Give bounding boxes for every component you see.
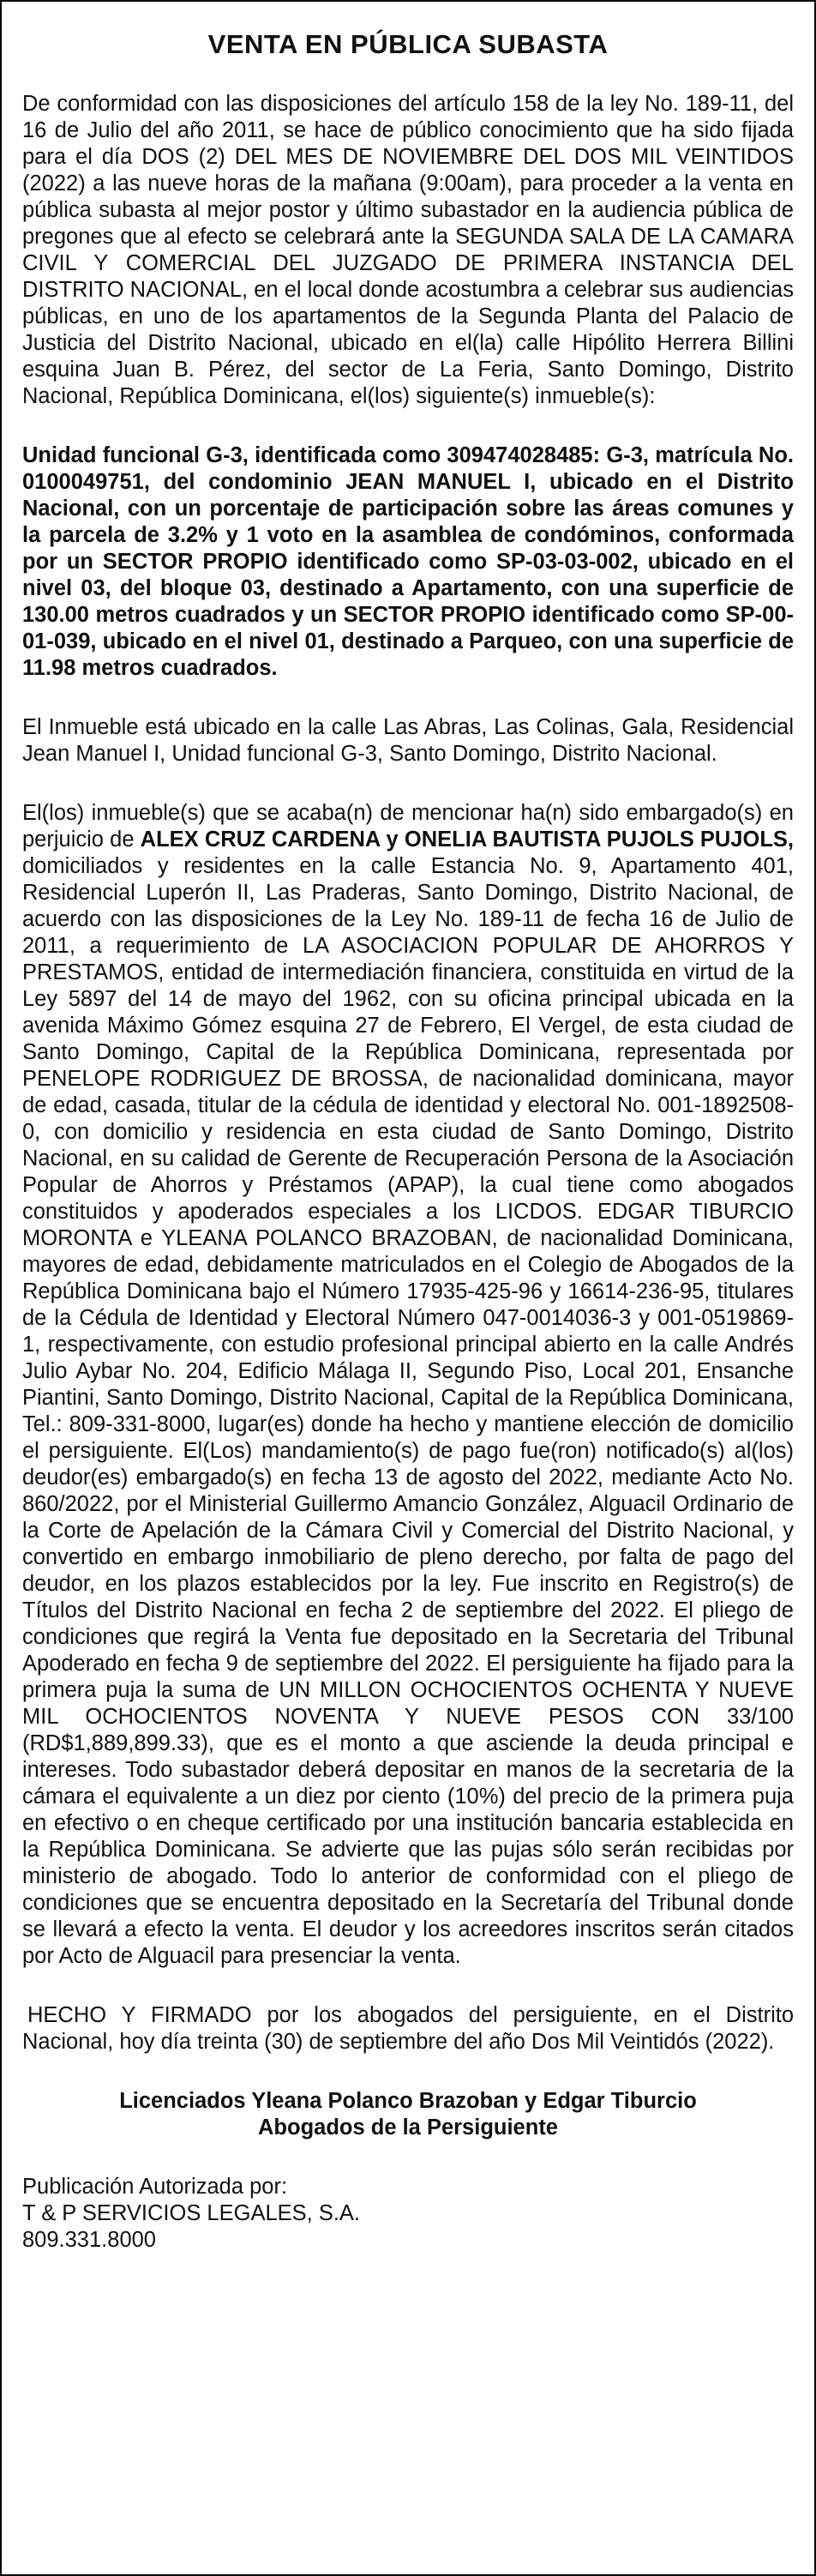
signature-block: [22, 2088, 794, 2141]
publication-block: [22, 2174, 794, 2254]
seizure-text-body: domiciliados y residentes en la calle Estancia No. 9, Apartamento 401, Residencial Luperón II, Las Praderas, Santo Domingo, Distrito Nacional, de acuerdo con las disposiciones de la Ley No. 189-11 de fecha 16 de Julio de 2011, a requerimiento de LA ASOCIACION POPULAR DE AHORROS Y PRESTAMOS, entidad de intermediación financiera, constituida en virtud de la Ley 5897 del 14 de mayo del 1962, con su oficina principal ubicada en la avenida Máximo Gómez esquina 27 de Febrero, El Vergel, de esta ciudad de Santo Domingo, Capital de la República Dominicana, representada por PENELOPE RODRIGUEZ DE BROSSA, de nacionalidad dominicana, mayor de edad, casada, titular de la cédula de identidad y electoral No. 001-1892508-0, con domicilio y residencia en esta ciudad de Santo Domingo, Distrito Nacional, en su calidad de Gerente de Recuperación Persona de la Asociación Popular de Ahorros y Préstamos (APAP), la cual tiene como abogados constituidos y apoderados especiales a los LICDOS. EDGAR TIBURCIO MORONTA e YLEANA POLANCO BRAZOBAN, de nacionalidad Dominicana, mayores de edad, debidamente matriculados en el Colegio de Abogados de la República Dominicana bajo el Número 17935-425-96 y 16614-236-95, titulares de la Cédula de Identidad y Electoral Número 047-0014036-3 y 001-0519869-1, respectivamente, con estudio profesional principal abierto en la calle Andrés Julio Aybar No. 204, Edificio Málaga II, Segundo Piso, Local 201, Ensanche Piantini, Santo Domingo, Distrito Nacional, Capital de la República Dominicana, Tel.: 809-331-8000, lugar(es) donde ha hecho y mantiene elección de domicilio el persiguiente. El(Los) mandamiento(s) de pago fue(ron) notificado(s) al(los) deudor(es) embargado(s) en fecha 13 de agosto del 2022, mediante Acto No. 860/2022, por el Ministerial Guillermo Amancio González, Alguacil Ordinario de la Corte de Apelación de la Cámara Civil y Comercial del Distrito Nacional, y convertido en embargo inmobiliario de pleno derecho, por falta de pago del deudor, en los plazos establecidos por la ley. Fue inscrito en Registro(s) de Títulos del Distrito Nacional en fecha 2 de septiembre del 2022. El pliego de condiciones que regirá la Venta fue depositado en la Secretaria del Tribunal Apoderado en fecha 9 de septiembre del 2022. El persiguiente ha fijado para la primera puja la suma de UN MILLON OCHOCIENTOS OCHENTA Y NUEVE MIL OCHOCIENTOS NOVENTA Y NUEVE PESOS CON 33/100 (RD$1,889,899.33), que es el monto a que asciende la deuda principal e intereses. Todo subastador deberá depositar en manos de la secretaria de la cámara el equivalente a un diez por ciento (10%) del precio de la primera puja en efectivo o en cheque certificado por una institución bancaria establecida en la República Dominicana. Se advierte que las pujas sólo serán recibidas por ministerio de abogado. Todo lo anterior de conformidad con el pliego de condiciones que se encuentra depositado en la Secretaría del Tribunal donde se llevará a efecto la venta. El deudor y los acreedores inscritos serán citados por Acto de Alguacil para presenciar la venta.: [22, 854, 794, 1968]
publication-label: Publicación Autorizada por:: [22, 2175, 288, 2199]
publisher-name: T & P SERVICIOS LEGALES, S.A.: [22, 2201, 361, 2225]
debtor-names: ALEX CRUZ CARDENA y ONELIA BAUTISTA PUJOLS PUJOLS,: [140, 828, 794, 852]
intro-paragraph: De conformidad con las disposiciones del artículo 158 de la ley No. 189-11, del 16 de Julio del año 2011, se hace de público conocimiento que ha sido fijada para el día DOS (2) DEL MES DE NOVIEMBRE DEL DOS MIL VEINTIDOS (2022) a las nueve horas de la mañana (9:00am), para proceder a la venta en pública subasta al mejor postor y último subastador en la audiencia pública de pregones que al efecto se celebrará ante la SEGUNDA SALA DE LA CAMARA CIVIL Y COMERCIAL DEL JUZGADO DE PRIMERA INSTANCIA DEL DISTRITO NACIONAL, en el local donde acostumbra a celebrar sus audiencias públicas, en uno de los apartamentos de la Segunda Planta del Palacio de Justicia del Distrito Nacional, ubicado en el(la) calle Hipólito Herrera Billini esquina Juan B. Pérez, del sector de La Feria, Santo Domingo, Distrito Nacional, República Dominicana, el(los) siguiente(s) inmueble(s):: [22, 92, 794, 408]
property-location: El Inmueble está ubicado en la calle Las Abras, Las Colinas, Gala, Residencial Jean Manuel I, Unidad funcional G-3, Santo Domingo, Distrito Nacional.: [22, 715, 794, 766]
signed-paragraph: HECHO Y FIRMADO por los abogados del persiguiente, en el Distrito Nacional, hoy día treinta (30) de septiembre del año Dos Mil Veintidós (2022).: [22, 2003, 794, 2054]
seizure-paragraph: [22, 800, 794, 1970]
publisher-phone: 809.331.8000: [22, 2228, 156, 2252]
property-description: Unidad funcional G-3, identificada como 309474028485: G-3, matrícula No. 0100049751, del condominio JEAN MANUEL I, ubicado en el Distrito Nacional, con un porcentaje de participación sobre las áreas comunes y la parcela de 3.2% y 1 voto en la asamblea de condóminos, conformada por un SECTOR PROPIO identificado como SP-03-03-002, ubicado en el nivel 03, del bloque 03, destinado a Apartamento, con una superficie de 130.00 metros cuadrados y un SECTOR PROPIO identificado como SP-00-01-039, ubicado en el nivel 01, destinado a Parqueo, con una superficie de 11.98 metros cuadrados.: [22, 443, 794, 680]
notice-title: VENTA EN PÚBLICA SUBASTA: [207, 29, 609, 59]
seizure-text-start: El(los) inmueble(s) que se acaba(n) de mencionar ha(n) sido embargado(s) en perjuicio de: [22, 801, 794, 852]
signature-role: Abogados de la Persiguiente: [258, 2116, 558, 2140]
signature-names: Licenciados Yleana Polanco Brazoban y Edgar Tiburcio: [119, 2089, 697, 2113]
